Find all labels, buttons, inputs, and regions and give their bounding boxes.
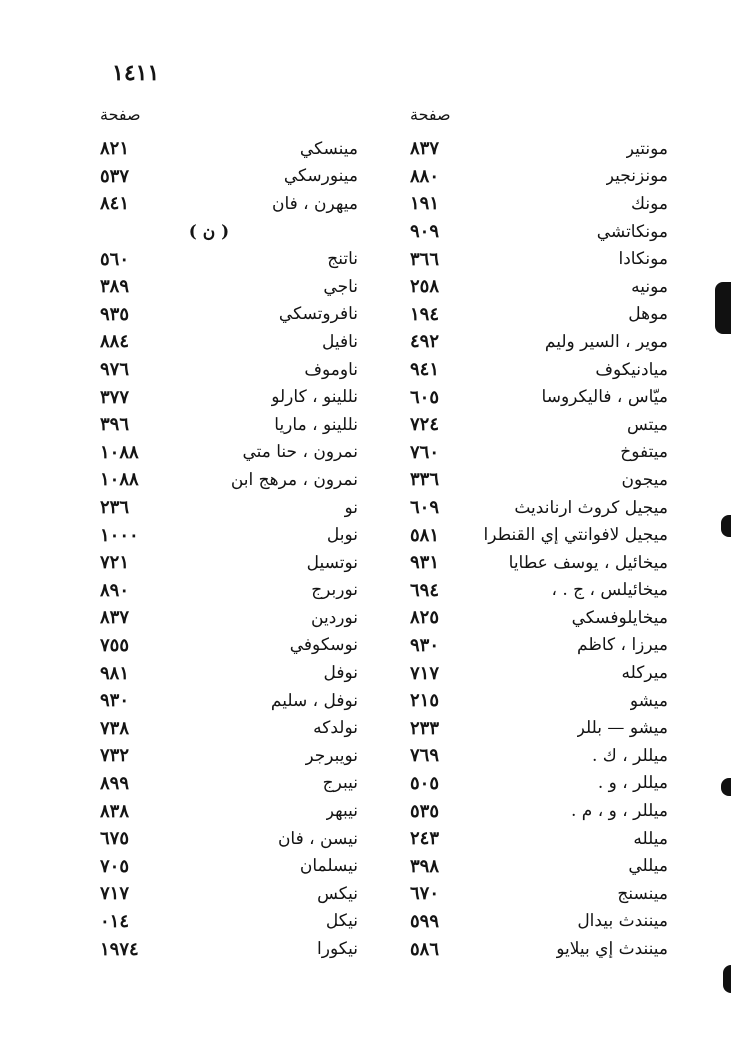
index-entry <box>100 466 358 494</box>
entry-name: ميخائيل ، يوسف عطايا <box>508 552 668 573</box>
entry-name: مونيه <box>631 276 668 297</box>
entry-page: ٢٣٣ <box>410 717 440 739</box>
entry-name: ميتس <box>626 414 668 435</box>
entry-name: ميادنيكوف <box>595 359 668 380</box>
entry-name: نافروتسكي <box>278 304 358 325</box>
entry-page: ٣٦٦ <box>410 248 440 270</box>
entry-page: ١٠٠٠ <box>100 524 139 546</box>
entry-page: ٧٥٥ <box>100 634 130 656</box>
entry-name: ميهرن ، فان <box>271 193 358 214</box>
entry-name: نللينو ، ماريا <box>274 414 358 435</box>
entry-name: نيكل <box>325 911 358 932</box>
index-entry <box>100 659 358 687</box>
entry-page: ١٠٨٨ <box>100 441 139 463</box>
index-entry <box>410 328 668 356</box>
entry-page: ٣٣٦ <box>410 469 440 491</box>
entry-page: ٨٨٠ <box>410 165 440 187</box>
entry-name: ميللر ، و . <box>597 773 668 794</box>
entry-name: ميلله <box>633 828 668 849</box>
index-entry <box>410 273 668 301</box>
entry-page: ٩٣٠ <box>100 690 130 712</box>
entry-page: ٨٣٧ <box>410 138 440 160</box>
entry-page: ٨٣٧ <box>100 607 130 629</box>
entry-name: ميتفوخ <box>620 442 668 463</box>
index-entry <box>410 770 668 798</box>
entry-name: مونك <box>631 193 668 214</box>
index-entry <box>100 273 358 301</box>
index-entry <box>100 494 358 522</box>
scan-edge-mark <box>721 778 731 796</box>
entry-page: ٩٠٩ <box>410 221 440 243</box>
entry-page: ٥٩٩ <box>410 910 440 932</box>
entry-name: مونتير <box>625 138 668 159</box>
entry-name: ميللي <box>628 856 668 877</box>
entry-name: ميرزا ، كاظم <box>577 635 668 656</box>
entry-name: ميخايلوفسكي <box>571 607 668 628</box>
entry-page: ٨٣٨ <box>100 800 130 822</box>
index-entry <box>100 604 358 632</box>
entry-name: ميّاس ، فاليكروسا <box>541 387 668 408</box>
entry-page: ٥٣٧ <box>100 165 130 187</box>
column-header <box>410 103 668 135</box>
entry-name: نوردين <box>311 607 358 628</box>
index-entry <box>410 383 668 411</box>
entry-page: ٧٦٩ <box>410 745 440 767</box>
entry-page: ٧٦٠ <box>410 441 440 463</box>
index-entry <box>410 577 668 605</box>
entry-name: مونزنجير <box>605 166 668 187</box>
index-entry <box>100 356 358 384</box>
entry-page: ٧١٧ <box>100 883 130 905</box>
entry-name: نوتسيل <box>306 552 358 573</box>
index-entry <box>100 328 358 356</box>
index-entry <box>410 163 668 191</box>
index-entry <box>410 908 668 936</box>
index-entry <box>100 742 358 770</box>
entry-name: نيبهر <box>325 801 358 822</box>
entry-page: ٦٠٩ <box>410 497 440 519</box>
index-entry <box>100 549 358 577</box>
index-entry <box>410 439 668 467</box>
entry-name: ميللر ، و ، م . <box>570 801 668 822</box>
index-entry <box>100 163 358 191</box>
entry-name: موهل <box>628 304 668 325</box>
entry-page: ٨٩٠ <box>100 579 130 601</box>
index-entry <box>410 245 668 273</box>
entry-page: ٧٢٤ <box>410 414 440 436</box>
entry-name: ناوموف <box>304 359 358 380</box>
entry-name: مينسكي <box>299 138 358 159</box>
page-column-label: صفحة <box>410 105 451 124</box>
entry-page: ٩٤١ <box>410 359 440 381</box>
entry-name: ناجي <box>323 276 358 297</box>
entry-page: ٧٢١ <box>100 552 130 574</box>
index-entry <box>100 135 358 163</box>
entry-page: ٧٣٨ <box>100 717 130 739</box>
entry-name: نوسكوفي <box>289 635 358 656</box>
entry-name: نيسن ، فان <box>277 828 358 849</box>
entry-name: مونكاتشي <box>596 221 668 242</box>
index-rows-right <box>410 135 668 963</box>
entry-page: ٠١٤ <box>100 910 130 932</box>
entry-name: مينندث بيدال <box>577 911 668 932</box>
entry-page: ٦٩٤ <box>410 579 440 601</box>
page-column-label: صفحة <box>100 105 141 124</box>
index-entry <box>100 687 358 715</box>
entry-name: مينندث إي بيلايو <box>556 939 668 960</box>
entry-name: ميشو <box>629 690 668 711</box>
index-entry <box>100 190 358 218</box>
entry-page: ٩٨١ <box>100 662 130 684</box>
entry-page: ٨٢١ <box>100 138 130 160</box>
entry-page: ٨٢٥ <box>410 607 440 629</box>
entry-page: ٥٨١ <box>410 524 440 546</box>
entry-page: ٣٩٦ <box>100 414 130 436</box>
entry-name: نيكورا <box>317 939 358 960</box>
entry-name: نوربرج <box>311 580 358 601</box>
entry-page: ١٩١ <box>410 193 440 215</box>
entry-page: ٩٣٥ <box>100 303 130 325</box>
index-entry <box>410 687 668 715</box>
entry-page: ٣٨٩ <box>100 276 130 298</box>
index-entry <box>410 494 668 522</box>
entry-page: ٢١٥ <box>410 690 440 712</box>
index-entry <box>100 245 358 273</box>
index-entry <box>410 356 668 384</box>
index-entry <box>410 880 668 908</box>
entry-page: ٧١٧ <box>410 662 440 684</box>
entry-name: نافيل <box>321 331 358 352</box>
index-entry <box>410 852 668 880</box>
index-entry <box>410 714 668 742</box>
scan-edge-mark <box>715 282 731 334</box>
entry-page: ٩٣٠ <box>410 634 440 656</box>
entry-name: نوفل ، سليم <box>270 690 358 711</box>
entry-page: ٦٠٥ <box>410 386 440 408</box>
entry-page: ٨٨٤ <box>100 331 130 353</box>
entry-name: نمرون ، حنا متي <box>242 442 358 463</box>
index-entry <box>100 935 358 963</box>
entry-page: ٥٦٠ <box>100 248 130 270</box>
entry-page: ٣٩٨ <box>410 855 440 877</box>
entry-page: ٢٤٣ <box>410 828 440 850</box>
index-entry <box>100 521 358 549</box>
index-entry <box>100 825 358 853</box>
index-column-right <box>410 103 668 963</box>
index-entry <box>410 742 668 770</box>
entry-page: ١٠٨٨ <box>100 469 139 491</box>
entry-name: ناتنج <box>327 249 358 270</box>
scan-edge-mark <box>721 515 731 537</box>
entry-name: ميشو — بللر <box>576 718 668 739</box>
page-number: ١٤١١ <box>112 60 160 86</box>
entry-name: نيكس <box>317 883 358 904</box>
entry-name: مونكادا <box>618 249 668 270</box>
index-entry <box>100 632 358 660</box>
entry-page: ٥٣٥ <box>410 800 440 822</box>
index-entry <box>410 301 668 329</box>
entry-name: مينورسكي <box>283 166 358 187</box>
entry-page: ٩٧٦ <box>100 359 130 381</box>
entry-page: ٨٩٩ <box>100 772 130 794</box>
entry-page: ١٩٧٤ <box>100 938 139 960</box>
index-entry <box>410 549 668 577</box>
entry-page: ٧٣٢ <box>100 745 130 767</box>
index-entry <box>410 190 668 218</box>
index-entry <box>410 659 668 687</box>
entry-name: نمرون ، مرهج ابن <box>230 469 358 490</box>
index-entry <box>100 770 358 798</box>
entry-name: نيسلمان <box>299 856 358 877</box>
index-entry <box>410 825 668 853</box>
index-column-left <box>100 103 358 963</box>
index-entry <box>410 218 668 246</box>
index-entry <box>100 383 358 411</box>
index-entry <box>410 797 668 825</box>
entry-name: نوفل <box>323 663 358 684</box>
entry-name: ميخائيلس ، ج . ، <box>551 580 668 601</box>
entry-name: نيبرج <box>322 773 358 794</box>
section-letter: ( ن ) <box>188 221 230 242</box>
index-entry <box>410 632 668 660</box>
index-entry <box>100 577 358 605</box>
index-entry <box>410 604 668 632</box>
index-entry <box>100 439 358 467</box>
entry-page: ٢٥٨ <box>410 276 440 298</box>
entry-page: ٦٧٠ <box>410 883 440 905</box>
index-entry <box>410 411 668 439</box>
entry-page: ١٩٤ <box>410 303 440 325</box>
index-entry <box>100 797 358 825</box>
index-entry <box>100 908 358 936</box>
entry-page: ٥٠٥ <box>410 772 440 794</box>
entry-page: ٩٣١ <box>410 552 440 574</box>
entry-name: موير ، السير وليم <box>544 331 668 352</box>
index-rows-left <box>100 135 358 963</box>
index-entry <box>410 135 668 163</box>
entry-name: ميللر ، ك . <box>592 745 668 766</box>
index-entry <box>410 935 668 963</box>
index-entry <box>100 880 358 908</box>
entry-name: ميجون <box>621 469 668 490</box>
scan-edge-mark <box>723 965 731 993</box>
index-entry <box>410 466 668 494</box>
entry-name: ميركله <box>621 663 668 684</box>
entry-page: ٤٩٢ <box>410 331 440 353</box>
index-entry <box>100 301 358 329</box>
entry-page: ٣٧٧ <box>100 386 130 408</box>
entry-name: نوبل <box>326 525 358 546</box>
entry-name: نللينو ، كارلو <box>271 387 358 408</box>
entry-page: ٧٠٥ <box>100 855 130 877</box>
index-entry <box>100 714 358 742</box>
entry-page: ٦٧٥ <box>100 828 130 850</box>
entry-page: ٢٣٦ <box>100 497 130 519</box>
entry-page: ٨٤١ <box>100 193 130 215</box>
entry-name: نو <box>344 497 358 518</box>
column-header <box>100 103 358 135</box>
index-entry <box>100 411 358 439</box>
entry-page: ٥٨٦ <box>410 938 440 960</box>
entry-name: نويبرجر <box>305 745 358 766</box>
entry-name: مينسنج <box>617 883 668 904</box>
entry-name: ميجيل كروث ارنانديث <box>514 497 668 518</box>
entry-name: ميجيل لافوانتي إي القنطرا <box>483 525 668 546</box>
index-entry <box>410 521 668 549</box>
entry-name: نولدكه <box>313 718 358 739</box>
section-heading <box>100 218 358 246</box>
index-entry <box>100 852 358 880</box>
